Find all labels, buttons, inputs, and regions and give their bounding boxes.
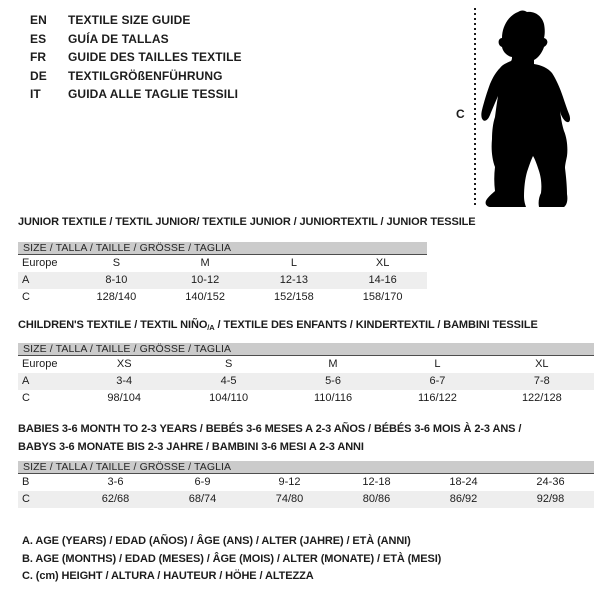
table-cell: 122/128 [521, 392, 562, 404]
language-row-en [30, 11, 242, 30]
table-cell: 158/170 [362, 291, 403, 303]
language-code: DE [30, 68, 47, 83]
language-row-de [30, 67, 242, 86]
table-cell: 4-5 [220, 375, 237, 387]
table-cell: M [200, 257, 210, 269]
table-row [18, 491, 594, 508]
language-row-it [30, 85, 242, 104]
table-cell: 3-6 [107, 476, 124, 488]
table-cell: 3-4 [116, 375, 133, 387]
footnote-a: A. AGE (YEARS) / EDAD (AÑOS) / ÂGE (ANS) / ALTER (JAHRE) / ETÀ (ANNI) [22, 535, 411, 547]
children-size-table [18, 343, 594, 407]
table-row [18, 255, 427, 272]
row-label: C [22, 493, 30, 505]
table-row [18, 289, 427, 306]
table-cell: 110/116 [313, 392, 353, 404]
table-cell: 116/122 [417, 392, 457, 404]
table-cell: 18-24 [449, 476, 478, 488]
language-row-fr [30, 48, 242, 67]
title-text: / TEXTILE DES ENFANTS / KINDERTEXTIL / BAMBINI TESSILE [214, 319, 538, 331]
table-cell: 24-36 [536, 476, 565, 488]
section-title-babies [18, 421, 521, 456]
table-row [18, 390, 594, 407]
language-label: GUIDE DES TAILLES TEXTILE [68, 50, 242, 65]
height-measure-dashed-line [474, 8, 476, 208]
table-cell: 6-9 [194, 476, 211, 488]
babies-size-table [18, 461, 594, 508]
section-title-junior: JUNIOR TEXTILE / TEXTIL JUNIOR/ TEXTILE JUNIOR / JUNIORTEXTIL / JUNIOR TESSILE [18, 216, 476, 228]
row-label: Europe [22, 358, 58, 370]
language-code: IT [30, 87, 41, 102]
language-list [30, 11, 242, 104]
table-cell: 68/74 [188, 493, 217, 505]
table-cell: L [434, 358, 441, 370]
height-c-label: C [456, 107, 465, 121]
table-cell: 9-12 [278, 476, 301, 488]
table-cell: XL [535, 358, 549, 370]
table-cell: 128/140 [96, 291, 137, 303]
table-cell: XS [116, 358, 132, 370]
table-cell: 86/92 [449, 493, 478, 505]
table-cell: L [290, 257, 297, 269]
language-code: EN [30, 13, 47, 27]
table-header-bar: SIZE / TALLA / TAILLE / GRÖSSE / TAGLIA [18, 242, 427, 255]
language-label: TEXTILGRÖßENFÜHRUNG [68, 68, 223, 83]
table-cell: XL [375, 257, 390, 269]
row-label: B [22, 476, 30, 488]
table-cell: 74/80 [275, 493, 304, 505]
table-cell: 92/98 [536, 493, 565, 505]
table-cell: 140/152 [185, 291, 225, 303]
row-label: C [22, 291, 30, 303]
table-cell: 6-7 [429, 375, 446, 387]
section-title-children [18, 319, 538, 332]
table-cell: S [224, 358, 233, 370]
table-cell: 62/68 [101, 493, 130, 505]
table-cell: 5-6 [325, 375, 341, 387]
junior-size-table [18, 242, 427, 306]
table-cell: 8-10 [105, 274, 128, 286]
row-label: Europe [22, 257, 58, 269]
table-row [18, 356, 594, 373]
title-subscript: /A [207, 323, 215, 332]
table-row [18, 474, 594, 491]
table-cell: S [112, 257, 121, 269]
baby-silhouette-icon [478, 8, 600, 208]
language-code: ES [30, 31, 47, 46]
language-row-es [30, 30, 242, 49]
footnotes [22, 533, 441, 586]
table-cell: M [328, 358, 338, 370]
language-label: GUIDA ALLE TAGLIE TESSILI [68, 87, 239, 102]
table-cell: 7-8 [533, 375, 550, 387]
table-header-bar: SIZE / TALLA / TAILLE / GRÖSSE / TAGLIA [18, 343, 594, 356]
table-header-bar: SIZE / TALLA / TAILLE / GRÖSSE / TAGLIA [18, 461, 594, 474]
table-cell: 80/86 [362, 493, 391, 505]
table-cell: 12-13 [279, 274, 308, 286]
row-label: A [22, 274, 30, 286]
table-cell: 104/110 [209, 392, 249, 404]
language-label: GUÍA DE TALLAS [68, 31, 169, 46]
footnote-c: C. (cm) HEIGHT / ALTURA / HAUTEUR / HÖHE / ALTEZZA [22, 570, 314, 582]
table-cell: 10-12 [191, 274, 220, 286]
row-label: A [22, 375, 30, 387]
table-cell: 14-16 [368, 274, 397, 286]
footnote-b: B. AGE (MONTHS) / EDAD (MESES) / ÂGE (MOIS) / ALTER (MONATE) / ETÀ (MESI) [22, 552, 442, 565]
table-cell: 98/104 [107, 392, 142, 404]
title-text: CHILDREN'S TEXTILE / TEXTIL NIÑO [18, 319, 208, 331]
table-row [18, 272, 427, 289]
row-label: C [22, 392, 30, 404]
language-label: TEXTILE SIZE GUIDE [68, 13, 191, 27]
language-code: FR [30, 50, 47, 65]
table-row [18, 373, 594, 390]
title-line-1: BABIES 3-6 MONTH TO 2-3 YEARS / BEBÉS 3-6 MESES A 2-3 AÑOS / BÉBÉS 3-6 MOIS À 2-3 ANS / [18, 423, 522, 435]
table-cell: 12-18 [362, 476, 391, 488]
title-line-2: BABYS 3-6 MONATE BIS 2-3 JAHRE / BAMBINI 3-6 MESI A 2-3 ANNI [18, 440, 364, 453]
table-cell: 152/158 [273, 291, 314, 303]
